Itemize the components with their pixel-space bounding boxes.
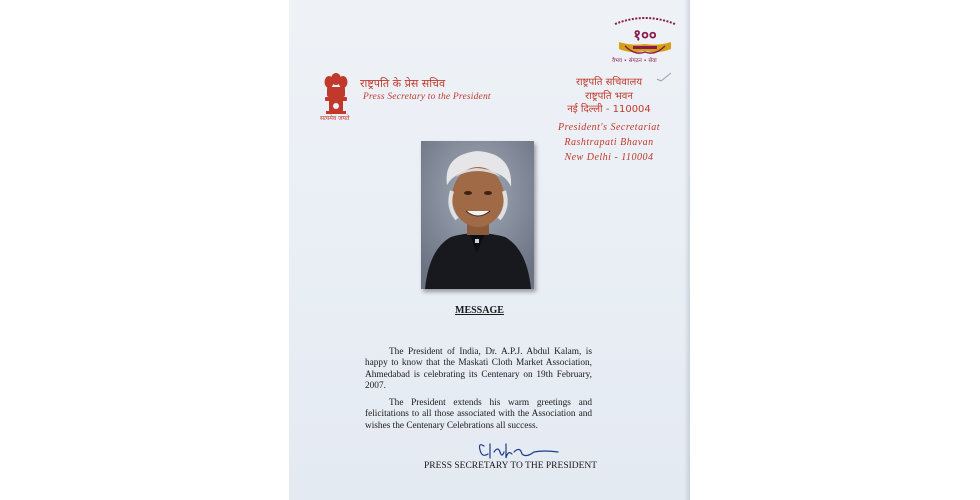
- address-english-line: Rashtrapati Bhavan: [564, 136, 654, 148]
- letterhead-title-english: Press Secretary to the President: [363, 92, 491, 102]
- logo-tagline: वैभव • संगठन • सेवा: [612, 58, 657, 64]
- message-title: MESSAGE: [455, 305, 504, 316]
- letterhead-address: [539, 76, 679, 165]
- handwritten-signature: [474, 440, 564, 462]
- message-paragraph-1: The President of India, Dr. A.P.J. Abdul Kalam, is happy to know that the Maskati Cloth Market Association, Ahmedabad is celebrating its Centenary on 19th February, 2007.: [365, 347, 592, 392]
- address-hindi-line: राष्ट्रपति सचिवालय: [575, 77, 643, 88]
- portrait-photo: [421, 141, 534, 289]
- logo-number: १००: [633, 26, 657, 44]
- address-hindi-line: राष्ट्रपति भवन: [585, 90, 633, 102]
- address-english-line: New Delhi - 110004: [564, 151, 654, 163]
- emblem-caption: सत्यमेव जयते: [320, 115, 350, 122]
- letter-page: [289, 0, 690, 500]
- message-paragraph-2: The President extends his warm greetings and felicitations to all those associated with the Association and wishes the Centenary Celebrations all success.: [365, 398, 592, 431]
- signatory-title: PRESS SECRETARY TO THE PRESIDENT: [424, 461, 598, 471]
- address-hindi-line: नई दिल्ली - 110004: [567, 104, 651, 115]
- address-english-line: President's Secretariat: [557, 121, 661, 133]
- checkmark-icon: [656, 72, 672, 82]
- letterhead-title-hindi: राष्ट्रपति के प्रेस सचिव: [360, 77, 446, 90]
